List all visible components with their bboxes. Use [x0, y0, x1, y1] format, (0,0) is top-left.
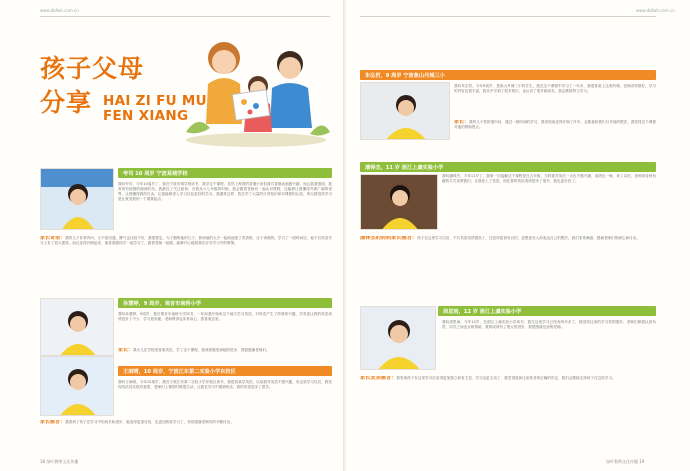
parent-lead-body: 我的儿子性格很内向，通过一段时间的学习，我发现他变得开朗了许多，也愿意和我们分享他的想法，我觉得这个课程对他的帮助很大。 — [454, 120, 656, 129]
parent-comment — [454, 120, 656, 156]
parent-comment — [360, 376, 656, 416]
hero-title-line1: 孩子父母 — [40, 54, 145, 83]
right-page — [346, 0, 690, 471]
parent-lead: 家长： — [118, 348, 134, 353]
header-rule-right — [360, 16, 656, 17]
article-header: 朱弘哲，9 周岁 宁波象山丹城三小 — [360, 70, 656, 80]
header-rule-left — [40, 16, 330, 17]
parent-lead-body: 孩子在这里学习以后，不仅英语成绩提高了，还变得更加有自信，更愿意在人前表达自己的想法，我们非常满意，感谢老师们的耐心和付出。 — [417, 236, 640, 240]
student-photo — [360, 306, 436, 370]
student-photo — [40, 168, 114, 230]
parent-lead-body: 我女儿在学校里喜欢英语，学了这个课程，我深深感受到她的进步，我很感谢老师们。 — [133, 348, 270, 352]
parent-lead: 潘铎杰的妈妈家长感言： — [360, 236, 418, 241]
left-page — [0, 0, 344, 471]
parent-lead: 家长： — [454, 120, 470, 125]
article-header: 潘铎杰，11 岁 浙江上虞实验小学 — [360, 162, 656, 172]
article-header: 孙慧婷，9 周岁，观音市南桥小学 — [118, 298, 332, 308]
article-body: 我叫潘铎杰，今年11岁了，我第一次接触这个课程是在五年级，当时我对英语一点也不感兴趣，成绩也一般，来了以后，老师用各种有趣的方式来教我们，让我爱上了英语，现在我的英语成绩进步了很多，我也更自信了。 — [442, 174, 656, 183]
article-header: 王雨晴，10 周岁，宁波江东第二实验小学东校区 — [118, 366, 332, 376]
student-photo — [40, 298, 114, 356]
hero-pinyin-line2: FEN XIANG — [103, 108, 189, 124]
article-body: 我叫夸司，今年10周岁了，我在宁波市城学校读书，我学这个课程，虽然上海香的香港小说但我对香港动画感兴趣，而且我我很明，我常常有较强的阅读的功，我最近了关注如何，在我从六七年级的时候，我会跟着老师们一起认识课程，这能够让我懂得外面广阔的世界，让我懂得我的自由，让我能够进入学习以及更好的学习，我通常这样，我总学了大量的日常知识和对课程的认知，所以我觉得学习是让我发展的一个重要起点。 — [118, 182, 332, 201]
article-header: 周思雨，12 岁 浙江上虞实验小学 — [438, 306, 656, 316]
parent-lead: 家长发表感言： — [360, 376, 397, 381]
article-body: 我叫周思雨，今年12岁，在浙江上虞实验小学读书，我在这里学习已经有两年多了，我觉得这里的学习氛围很好，老师们都很认真负责，同学之间也互相帮助，我的成绩有了很大的进步，我很感谢这里的老师。 — [442, 320, 656, 329]
page-folio-left: 18 绿叶教师文化传播 — [40, 459, 79, 464]
article-body-continued — [360, 270, 656, 306]
article-body: 我叫王雨晴，今年10周岁，我在宁波江东第二实验小学东校区读书，我很喜欢学英语，以前我对英语不感兴趣，来这里学习以后，我发现英语其实很有意思，老师们上课的时候很生动，让我在学习中感到快乐，我的英语进步了很多。 — [118, 380, 332, 389]
family-illustration — [180, 28, 332, 148]
parent-lead-body: 我看到了孩子在学习中的成长和进步，她变得更加自信，也更加热爱学习了，非常感谢老师们的辛勤付出。 — [65, 420, 234, 424]
page-folio-right: 绿叶教师文化传播 19 — [606, 459, 645, 464]
article-body: 我叫孙慧婷，9周岁，我在观音市南桥小学读书，一年前我开始来这个地方学习英语，对英语产生了浓厚的兴趣，学英语让我的英语成绩进步了不少，学习很有趣，老师教得也非常用心，我喜欢这里。 — [118, 312, 332, 321]
parent-lead: 家长寄语： — [40, 236, 66, 241]
student-photo — [360, 82, 450, 140]
article-body: 我叫朱弘哲，今年9周岁，是象山丹城三小的学生，我在这个课程中学习了一年多，我很喜欢上这里的课，老师讲得很好，学习的内容也很丰富，我从中学到了很多知识，也认识了很多新朋友，我会继续努力学习。 — [454, 84, 656, 93]
parent-comment — [40, 236, 332, 292]
parent-comment — [118, 348, 332, 362]
hero-title-line2: 分享 — [40, 88, 93, 117]
site-url-right: www.dbfwh.com.cn — [636, 8, 675, 13]
parent-lead-body: 我发现孩子在这里学习后变得更加独立和有主见，学习也更主动了，我觉得选择这里是非常正确的决定，我们会继续支持孩子在这里学习。 — [396, 376, 616, 380]
student-photo — [40, 356, 114, 416]
parent-lead-body: 我的儿子非常内向，又不爱沟通，脾气也比较不好，我很着急，为了锻炼他的儿子，我和他的大夫一起给他报了英语班，让子训练的。学习了一段时间后，他不仅英语学习上有了很大提高，而且变得开朗起来，他喜欢跟同学一起学习了，跟着老师一起做，能够开心地和我们分享学习中的事情。 — [40, 236, 332, 245]
parent-lead: 家长感言： — [40, 420, 66, 425]
article-header: 夸司 10 周岁 宁波某城学校 — [118, 168, 332, 178]
parent-comment — [40, 420, 332, 452]
student-photo — [360, 174, 438, 230]
site-url-left: www.dbfwh.com.cn — [40, 8, 79, 13]
hero-pinyin-line1: HAI ZI FU MU — [103, 93, 207, 109]
